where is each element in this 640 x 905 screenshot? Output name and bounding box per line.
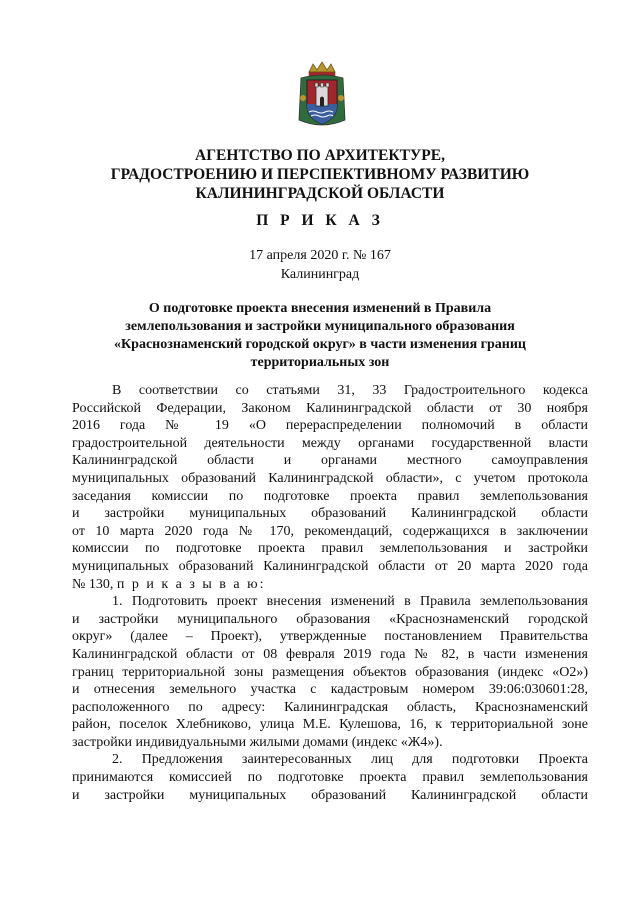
order-place: Калининград xyxy=(280,267,360,282)
agency-name-line: ГРАДОСТРОЕНИЮ И ПЕРСПЕКТИВНОМУ РАЗВИТИЮ xyxy=(110,166,530,183)
subject-line: территориальных зон xyxy=(250,355,390,370)
subject-line: О подготовке проекта внесения изменений в Правила xyxy=(148,301,492,316)
agency-name-line: АГЕНТСТВО ПО АРХИТЕКТУРЕ, xyxy=(195,147,445,164)
agency-name-line: КАЛИНИНГРАДСКОЙ ОБЛАСТИ xyxy=(195,185,445,202)
body-line: градостроительной деятельности между органами государственной власти xyxy=(72,435,588,451)
body-line: и застройки муниципальных образований Калининградской области xyxy=(72,787,588,803)
order-meta xyxy=(70,246,570,284)
order-body xyxy=(72,382,588,804)
body-line: комиссии по подготовке проекта правил землепользования и застройки xyxy=(72,541,588,557)
body-line: муниципальных образований Калининградской области», с учетом протокола xyxy=(72,470,588,486)
body-line: Калининградской области и органами местного самоуправления xyxy=(72,453,588,469)
body-line: расположенного по адресу: Калининградская область, Краснознаменский xyxy=(72,699,588,715)
body-line xyxy=(72,576,588,594)
coat-of-arms-icon xyxy=(295,60,349,130)
subject-line: «Краснознаменский городской округ» в части изменения границ xyxy=(114,337,526,352)
body-line: Российской Федерации, Законом Калининградской области от 30 ноября xyxy=(72,400,588,416)
body-line: и застройки муниципального образования «Краснознаменский городской xyxy=(72,611,588,627)
body-line: принимаются комиссией по подготовке проекта правил землепользования xyxy=(72,770,588,786)
body-line: Калининградской области от 08 февраля 2019 года № 82, в части изменения xyxy=(72,646,588,662)
body-line: и застройки муниципальных образований Калининградской области xyxy=(72,506,588,522)
body-line: заседания комиссии по подготовке проекта правил землепользования xyxy=(72,488,588,504)
order-word: п р и к а з ы в а ю: xyxy=(116,576,266,592)
body-line: округ» (далее – Проект), утвержденные постановлением Правительства xyxy=(72,629,588,645)
body-line: 1. Подготовить проект внесения изменений в Правила землепользования xyxy=(112,594,588,610)
body-line: 2. Предложения заинтересованных лиц для подготовки Проекта xyxy=(112,752,588,768)
preamble-end: № 130, xyxy=(72,576,114,592)
body-line: В соответствии со статьями 31, 33 Градостроительного кодекса xyxy=(112,383,588,398)
body-line: от 10 марта 2020 года № 170, рекомендаций, содержащихся в заключении xyxy=(72,523,588,539)
agency-name xyxy=(70,146,570,203)
body-line: 2016 года № 19 «О перераспределении полномочий в области xyxy=(72,418,588,434)
order-date-number: 17 апреля 2020 г. № 167 xyxy=(249,248,391,263)
body-line: границ территориальной зоны размещения объектов образования (индекс «О2») xyxy=(72,664,588,680)
body-line: застройки индивидуальными жилыми домами (индекс «Ж4»). xyxy=(72,734,443,750)
subject-line: землепользования и застройки муниципального образования xyxy=(125,319,515,334)
order-subject xyxy=(70,300,570,372)
body-line: и отнесения земельного участка с кадастровым номером 39:06:030601:28, xyxy=(72,682,588,698)
body-line: район, поселок Хлебниково, улица М.Е. Кулешова, 16, к территориальной зоне xyxy=(72,717,588,733)
body-line: муниципальных образований Калининградской области от 20 марта 2020 года xyxy=(72,558,588,574)
document-type: П Р И К А З xyxy=(256,212,384,229)
